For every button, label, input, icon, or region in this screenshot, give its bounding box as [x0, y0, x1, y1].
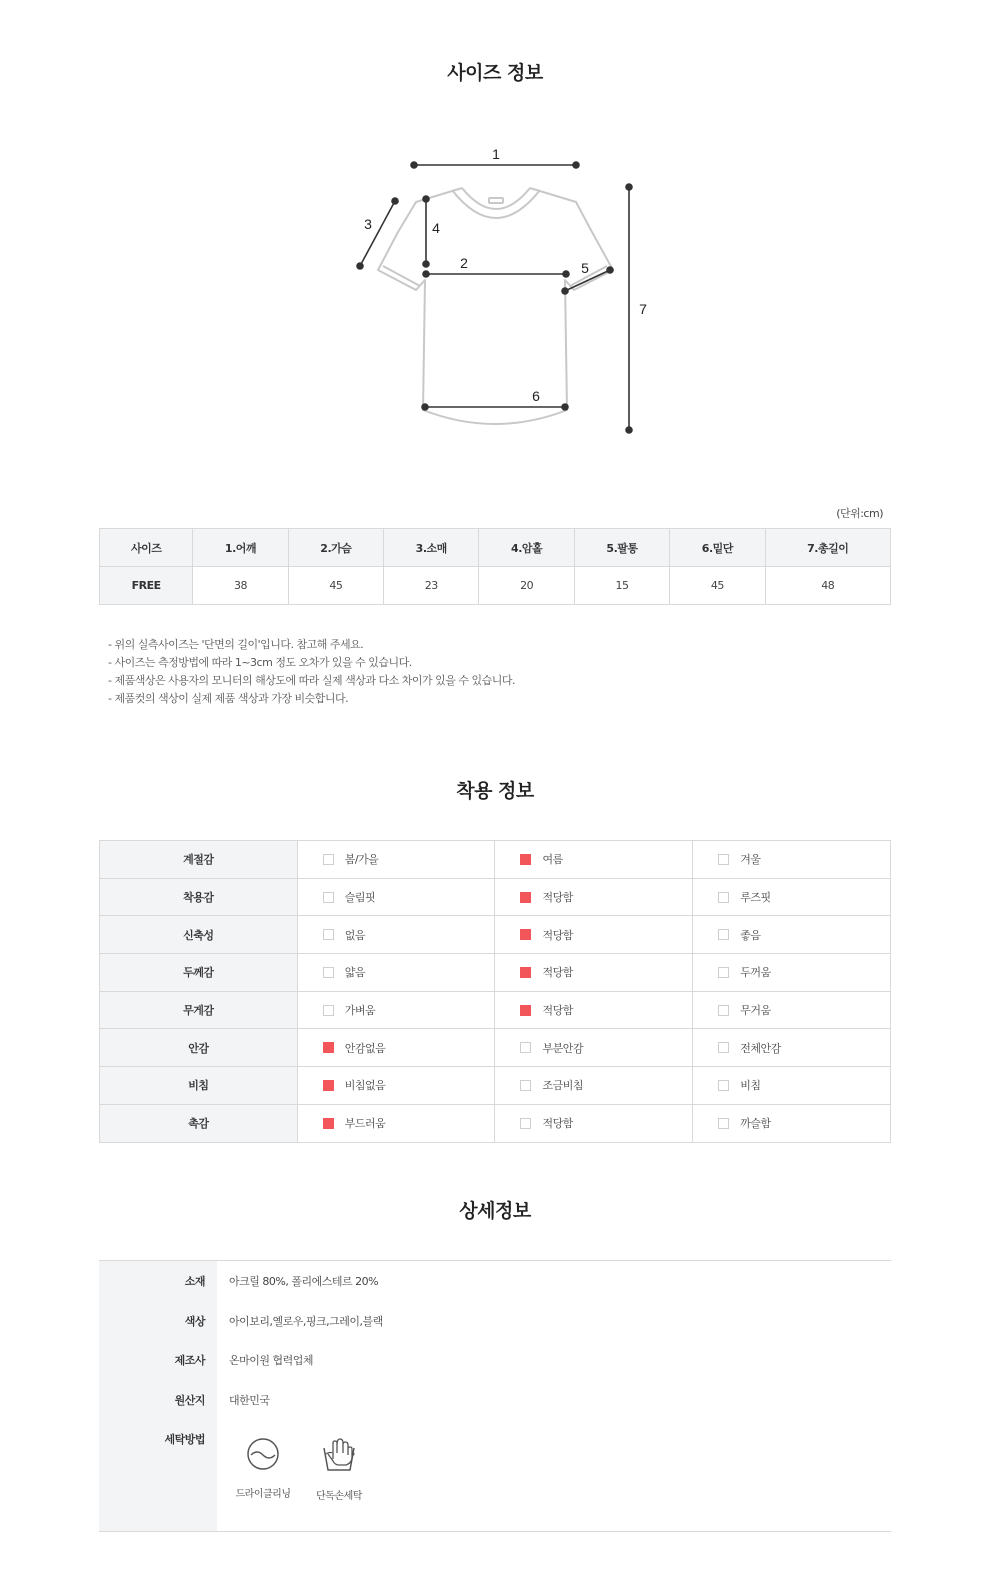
fit-option-label: 부드러움	[344, 1117, 386, 1131]
fit-option	[693, 1029, 891, 1067]
size-value-cell: 38	[193, 567, 288, 605]
checked-box-icon	[520, 892, 531, 903]
detail-value: 아크릴 80%, 폴리에스테르 20%	[229, 1275, 379, 1288]
fit-option	[693, 954, 891, 992]
fit-option-label: 여름	[542, 853, 563, 867]
fit-option	[693, 1067, 891, 1105]
fit-option	[693, 991, 891, 1029]
fit-row	[100, 916, 891, 954]
fit-option-label: 조금비침	[542, 1079, 583, 1093]
unchecked-box-icon	[520, 1080, 531, 1091]
fit-row-label: 촉감	[100, 1104, 298, 1142]
fit-option	[297, 1104, 495, 1142]
fit-option	[297, 991, 495, 1029]
fit-option-label: 슬림핏	[344, 891, 376, 905]
detail-row	[99, 1273, 891, 1293]
fit-option	[495, 1029, 693, 1067]
fit-option-label: 얇음	[344, 966, 365, 980]
fit-info-title: 착용 정보	[456, 780, 534, 802]
wash-label: 단독손세탁	[316, 1491, 362, 1502]
fit-option-label: 까슬함	[740, 1117, 771, 1131]
fit-option-label: 가벼움	[344, 1004, 376, 1018]
fit-row	[100, 954, 891, 992]
detail-row	[99, 1431, 891, 1451]
tshirt-outline-icon	[330, 130, 670, 450]
note-line: - 제품색상은 사용자의 모니터의 해상도에 따라 실제 색상과 다소 차이가 있을 수 있습니다.	[108, 674, 515, 687]
size-header-cell: 1.어깨	[193, 529, 288, 567]
dry-clean-icon	[246, 1437, 280, 1471]
fit-option-label: 적당함	[542, 928, 573, 942]
fit-option-label: 적당함	[542, 966, 573, 980]
checked-box-icon	[323, 1042, 334, 1053]
fit-option	[495, 1104, 693, 1142]
measure-label-4: 4	[432, 220, 440, 236]
unchecked-box-icon	[323, 1005, 334, 1016]
size-table	[99, 528, 891, 605]
checked-box-icon	[323, 1118, 334, 1129]
size-value-cell: 45	[670, 567, 765, 605]
fit-row	[100, 1104, 891, 1142]
fit-option	[297, 916, 495, 954]
size-value-cell: 15	[574, 567, 669, 605]
measure-label-2: 2	[460, 255, 468, 271]
detail-value: 대한민국	[229, 1394, 270, 1407]
unchecked-box-icon	[718, 967, 729, 978]
detail-label: 색상	[184, 1315, 205, 1328]
fit-row	[100, 991, 891, 1029]
wash-method-dry-clean	[228, 1437, 298, 1500]
detail-value: 온마이원 협력업체	[229, 1354, 314, 1367]
unchecked-box-icon	[718, 1118, 729, 1129]
unchecked-box-icon	[323, 854, 334, 865]
fit-option	[495, 991, 693, 1029]
detail-label: 원산지	[174, 1394, 205, 1407]
unchecked-box-icon	[718, 854, 729, 865]
fit-option-label: 좋음	[740, 928, 761, 942]
size-table-header	[100, 529, 891, 567]
size-header-cell: 사이즈	[100, 529, 193, 567]
note-line: - 제품컷의 색상이 실제 제품 색상과 가장 비슷합니다.	[108, 692, 349, 705]
fit-row	[100, 878, 891, 916]
fit-option	[693, 878, 891, 916]
fit-row-label: 두께감	[100, 954, 298, 992]
tshirt-measure-diagram	[330, 130, 670, 450]
unchecked-box-icon	[323, 967, 334, 978]
size-info-title: 사이즈 정보	[447, 62, 543, 84]
fit-row	[100, 1067, 891, 1105]
fit-option-label: 안감없음	[344, 1041, 386, 1055]
fit-option	[297, 954, 495, 992]
fit-option-label: 전체안감	[740, 1041, 781, 1055]
detail-label: 소재	[184, 1275, 205, 1288]
fit-option	[495, 916, 693, 954]
note-line: - 위의 실측사이즈는 '단면의 길이'입니다. 참고해 주세요.	[108, 638, 364, 651]
measure-label-7: 7	[639, 301, 647, 317]
size-header-cell: 6.밑단	[670, 529, 765, 567]
measure-label-1: 1	[492, 146, 500, 162]
fit-table	[99, 840, 891, 1143]
detail-info-title: 상세정보	[459, 1200, 531, 1222]
fit-option	[297, 841, 495, 879]
measure-label-5: 5	[581, 260, 589, 276]
unchecked-box-icon	[520, 1042, 531, 1053]
unchecked-box-icon	[718, 1042, 729, 1053]
checked-box-icon	[520, 1005, 531, 1016]
unchecked-box-icon	[323, 892, 334, 903]
size-value-cell: 23	[384, 567, 479, 605]
fit-option-label: 루즈핏	[740, 891, 771, 905]
fit-option-label: 무거움	[740, 1004, 771, 1018]
detail-table	[99, 1260, 891, 1532]
fit-row	[100, 1029, 891, 1067]
checked-box-icon	[520, 854, 531, 865]
size-header-cell: 2.가슴	[288, 529, 383, 567]
unchecked-box-icon	[323, 929, 334, 940]
size-header-cell: 4.암홀	[479, 529, 574, 567]
size-header-cell: 7.총길이	[765, 529, 890, 567]
size-header-cell: 3.소매	[384, 529, 479, 567]
fit-option	[693, 1104, 891, 1142]
fit-option-label: 비침없음	[344, 1079, 386, 1093]
fit-option-label: 적당함	[542, 891, 573, 905]
wash-method-hand-wash	[304, 1437, 374, 1502]
unchecked-box-icon	[718, 929, 729, 940]
fit-option	[297, 1029, 495, 1067]
fit-option-label: 겨울	[740, 853, 761, 867]
detail-row	[99, 1392, 891, 1412]
fit-option-label: 두꺼움	[740, 966, 771, 980]
fit-option	[693, 841, 891, 879]
fit-option-label: 적당함	[542, 1117, 573, 1131]
size-notes	[108, 636, 515, 708]
detail-row	[99, 1352, 891, 1372]
fit-row-label: 안감	[100, 1029, 298, 1067]
note-line: - 사이즈는 측정방법에 따라 1~3cm 정도 오차가 있을 수 있습니다.	[108, 656, 412, 669]
unchecked-box-icon	[718, 892, 729, 903]
fit-option-label: 부분안감	[542, 1041, 583, 1055]
size-name-cell: FREE	[100, 567, 193, 605]
fit-row-label: 착용감	[100, 878, 298, 916]
checked-box-icon	[323, 1080, 334, 1091]
fit-option	[495, 878, 693, 916]
fit-row-label: 무게감	[100, 991, 298, 1029]
size-value-cell: 20	[479, 567, 574, 605]
size-header-cell: 5.팔통	[574, 529, 669, 567]
fit-option-label: 봄/가을	[344, 853, 379, 867]
size-value-cell: 48	[765, 567, 890, 605]
detail-label: 제조사	[174, 1354, 205, 1367]
hand-wash-icon	[321, 1437, 357, 1473]
unchecked-box-icon	[718, 1005, 729, 1016]
fit-option	[297, 878, 495, 916]
fit-option	[495, 1067, 693, 1105]
checked-box-icon	[520, 967, 531, 978]
fit-row	[100, 841, 891, 879]
measure-label-3: 3	[364, 216, 372, 232]
fit-row-label: 비침	[100, 1067, 298, 1105]
detail-label: 세탁방법	[164, 1433, 205, 1446]
fit-option-label: 없음	[344, 928, 365, 942]
table-row	[100, 567, 891, 605]
fit-option-label: 비침	[740, 1079, 761, 1093]
fit-option	[495, 841, 693, 879]
fit-row-label: 신축성	[100, 916, 298, 954]
fit-option	[495, 954, 693, 992]
fit-option-label: 적당함	[542, 1004, 573, 1018]
unit-label: (단위:cm)	[836, 507, 883, 520]
unchecked-box-icon	[718, 1080, 729, 1091]
measure-label-6: 6	[532, 388, 540, 404]
wash-label: 드라이클리닝	[235, 1489, 291, 1500]
detail-value: 아이보리,옐로우,핑크,그레이,블랙	[229, 1315, 383, 1328]
fit-option	[297, 1067, 495, 1105]
size-value-cell: 45	[288, 567, 383, 605]
checked-box-icon	[520, 929, 531, 940]
unchecked-box-icon	[520, 1118, 531, 1129]
fit-row-label: 계절감	[100, 841, 298, 879]
detail-row	[99, 1313, 891, 1333]
fit-option	[693, 916, 891, 954]
